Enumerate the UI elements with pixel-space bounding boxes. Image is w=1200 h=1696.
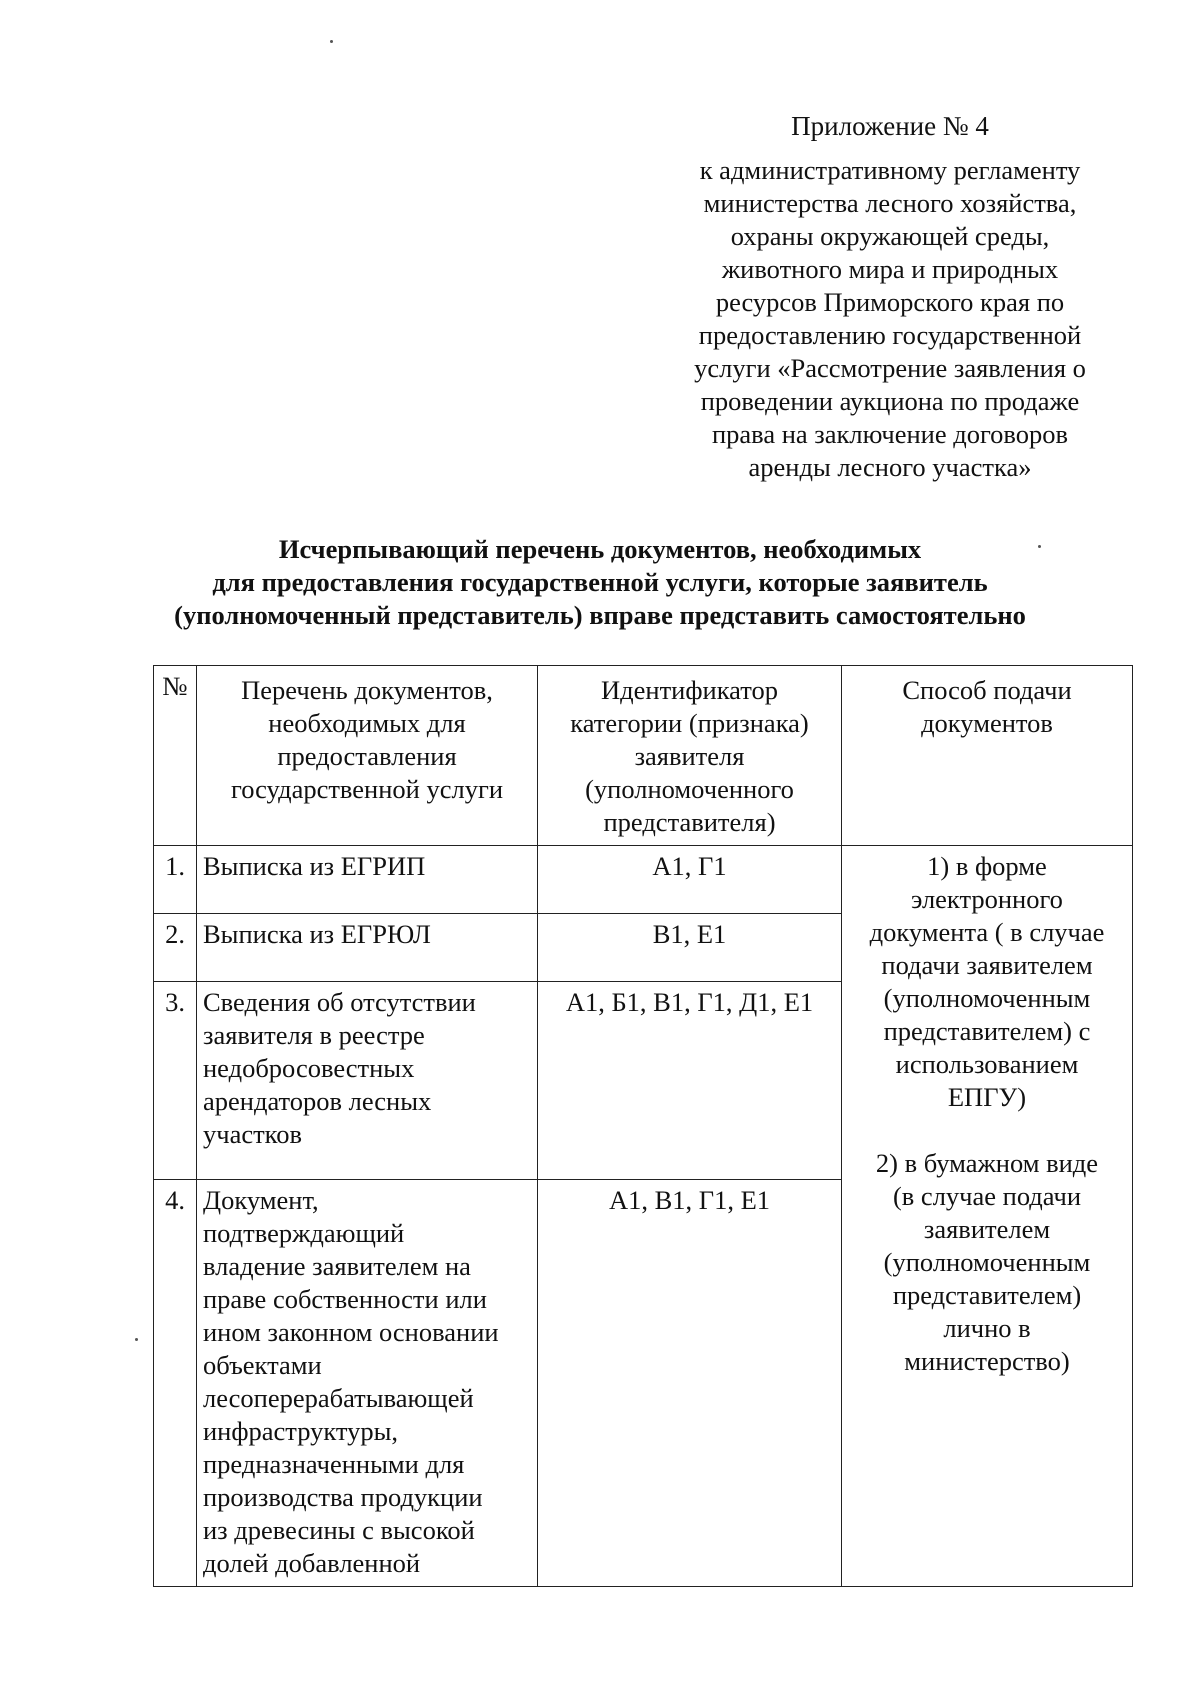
header-line: Идентификатор (601, 675, 778, 705)
document-line: лесоперерабатывающей (203, 1383, 474, 1413)
appendix-description (660, 154, 1120, 484)
document-line: Выписка из ЕГРИП (203, 851, 426, 881)
header-line: Способ подачи (902, 675, 1072, 705)
header-line: документов (921, 708, 1053, 738)
appendix-line: ресурсов Приморского края по (715, 287, 1065, 317)
submission-line: ЕПГУ) (947, 1082, 1027, 1112)
submission-line: документа ( в случае (869, 917, 1105, 947)
appendix-line: права на заключение договоров (711, 419, 1069, 449)
row-number: 3. (154, 982, 197, 1180)
document-line: подтверждающий (203, 1218, 405, 1248)
appendix-line: предоставлению государственной (698, 320, 1082, 350)
appendix-line: животного мира и природных (721, 254, 1059, 284)
header-submission-method (842, 666, 1133, 846)
row-number: 1. (154, 846, 197, 914)
table-header-row (154, 666, 1133, 846)
document-line: Выписка из ЕГРЮЛ (203, 919, 431, 949)
document-line: объектами (203, 1350, 322, 1380)
document-line: долей добавленной (203, 1548, 421, 1578)
row-number: 2. (154, 914, 197, 982)
submission-line: заявителем (923, 1214, 1051, 1244)
row-identifier: А1, Б1, В1, Г1, Д1, Е1 (538, 982, 842, 1180)
documents-table (153, 665, 1133, 1587)
appendix-line: услуги «Рассмотрение заявления о (694, 353, 1086, 383)
header-line: заявителя (634, 741, 745, 771)
document-line: производства продукции (203, 1482, 483, 1512)
appendix-line: аренды лесного участка» (748, 452, 1032, 482)
submission-gap (846, 1114, 1128, 1147)
row-identifier: А1, Г1 (538, 846, 842, 914)
row-identifier: А1, В1, Г1, Е1 (538, 1180, 842, 1587)
document-line: владение заявителем на (203, 1251, 471, 1281)
document-line: ином законном основании (203, 1317, 499, 1347)
submission-line: министерство) (904, 1346, 1070, 1376)
appendix-line: к административному регламенту (699, 155, 1081, 185)
header-number: № (154, 666, 197, 846)
submission-method-cell (842, 846, 1133, 1587)
scan-speck (330, 40, 333, 43)
header-identifier (538, 666, 842, 846)
header-line: государственной услуги (230, 774, 504, 804)
header-line: (уполномоченного (585, 774, 794, 804)
submission-line: (в случае подачи (892, 1181, 1082, 1211)
submission-line: лично в (943, 1313, 1031, 1343)
appendix-line: министерства лесного хозяйства, (703, 188, 1077, 218)
submission-line: 1) в форме (927, 851, 1047, 881)
document-line: Сведения об отсутствии (203, 987, 476, 1017)
submission-line: 2) в бумажном виде (875, 1148, 1099, 1178)
submission-line: (уполномоченным (883, 1247, 1091, 1277)
document-line: участков (203, 1119, 302, 1149)
document-line: заявителя в реестре (203, 1020, 425, 1050)
row-document (197, 1180, 538, 1587)
row-document (197, 846, 538, 914)
header-line: необходимых для (268, 708, 466, 738)
submission-line: (уполномоченным (883, 983, 1091, 1013)
row-identifier: В1, Е1 (538, 914, 842, 982)
document-heading (120, 533, 1080, 632)
submission-line: подачи заявителем (881, 950, 1093, 980)
row-number: 4. (154, 1180, 197, 1587)
submission-line: электронного (911, 884, 1063, 914)
header-line: предоставления (277, 741, 457, 771)
scan-speck (135, 1338, 138, 1341)
heading-line: (уполномоченный представитель) вправе представить самостоятельно (174, 600, 1026, 630)
heading-line: Исчерпывающий перечень документов, необходимых (278, 534, 922, 564)
document-line: праве собственности или (203, 1284, 487, 1314)
header-line: Перечень документов, (241, 675, 493, 705)
header-documents (197, 666, 538, 846)
appendix-line: охраны окружающей среды, (730, 221, 1050, 251)
document-line: из древесины с высокой (203, 1515, 475, 1545)
row-document (197, 982, 538, 1180)
header-line: категории (признака) (570, 708, 809, 738)
submission-line: использованием (895, 1049, 1079, 1079)
document-line: предназначенными для (203, 1449, 465, 1479)
appendix-block (660, 108, 1120, 484)
table-row (154, 846, 1133, 914)
document-line: недобросовестных (203, 1053, 415, 1083)
appendix-line: проведении аукциона по продаже (700, 386, 1080, 416)
document-line: Документ, (203, 1185, 319, 1215)
submission-line: представителем) с (883, 1016, 1091, 1046)
header-line: представителя) (603, 807, 776, 837)
document-line: арендаторов лесных (203, 1086, 432, 1116)
submission-line: представителем) (892, 1280, 1082, 1310)
document-line: инфраструктуры, (203, 1416, 399, 1446)
heading-line: для предоставления государственной услуги, которые заявитель (212, 567, 988, 597)
appendix-title: Приложение № 4 (791, 111, 989, 141)
row-document (197, 914, 538, 982)
